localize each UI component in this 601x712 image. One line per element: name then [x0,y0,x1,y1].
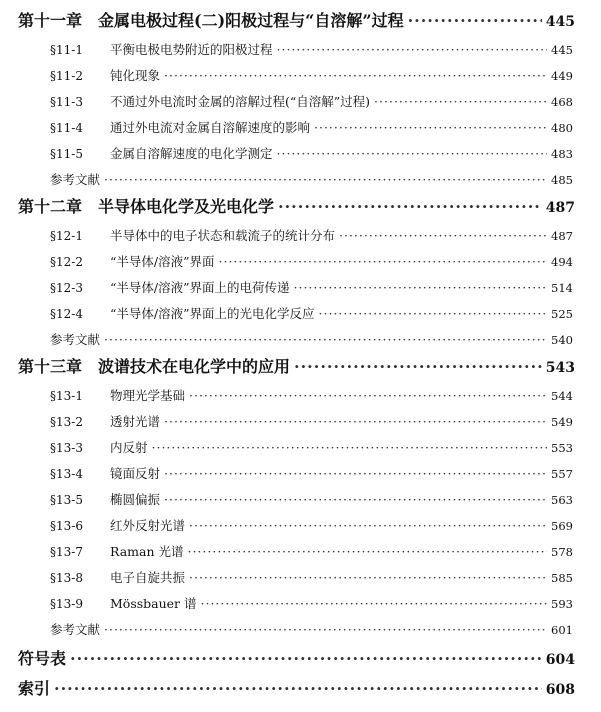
page-number: 540 [551,333,573,347]
toc-section [0,118,601,136]
section-title: 红外反射光谱 [110,518,186,533]
toc-section [0,386,601,404]
toc-section [0,66,601,84]
dot-leader [189,388,547,403]
toc-section [0,40,601,58]
page-number: 578 [551,545,573,559]
toc-chapter-12 [0,194,601,217]
page-number: 544 [551,389,573,403]
chapter-number: 第十三章 [18,357,83,376]
page-number: 480 [551,121,573,135]
dot-leader [104,622,547,637]
page-number: 494 [551,255,573,269]
section-number: §12-1 [50,229,83,243]
section-title: 平衡电极电势附近的阳极过程 [110,42,273,57]
dot-leader [70,649,542,668]
section-number: §12-4 [50,307,83,321]
section-title: “半导体/溶液”界面 [110,254,215,269]
dot-leader [164,492,547,507]
page-number: 445 [545,14,575,30]
section-number: §13-6 [50,519,83,533]
page-number: 487 [551,229,573,243]
page-number: 608 [545,682,575,698]
section-title: 电子自旋共振 [110,570,186,585]
section-number: §12-3 [50,281,83,295]
dot-leader [187,544,547,559]
section-title: 透射光谱 [110,414,161,429]
section-title: 物理光学基础 [110,388,186,403]
section-title: Mössbauer 谱 [110,596,197,611]
page-number: 543 [545,360,575,376]
section-title: 椭圆偏振 [110,492,161,507]
section-number: §11-5 [50,147,83,161]
toc-chapter-11 [0,8,601,31]
section-number: §13-8 [50,571,83,585]
dot-leader [319,306,548,321]
section-title: “半导体/溶液”界面上的光电化学反应 [110,306,315,321]
dot-leader [277,42,548,57]
dot-leader [164,414,547,429]
section-number: §13-3 [50,441,83,455]
toc-chapter-13 [0,354,601,377]
chapter-number: 第十一章 [18,11,83,30]
toc-section [0,144,601,162]
toc-section [0,542,601,560]
dot-leader [277,146,548,161]
dot-leader [294,357,542,376]
page-number: 585 [551,571,573,585]
section-number: §12-2 [50,255,83,269]
dot-leader [374,94,547,109]
chapter-title: 半导体电化学及光电化学 [98,197,275,216]
toc-references [0,620,601,638]
section-number: §13-9 [50,597,83,611]
section-number: §13-1 [50,389,83,403]
section-title: 内反射 [110,440,148,455]
dot-leader [104,332,547,347]
section-title: 不通过外电流时金属的溶解过程(“自溶解”过程) [110,94,371,109]
section-title: 钝化现象 [110,68,161,83]
toc-section [0,252,601,270]
section-number: §11-1 [50,43,83,57]
toc-section [0,438,601,456]
page-number: 569 [551,519,573,533]
toc-index [0,676,601,699]
dot-leader [189,518,547,533]
dot-leader [339,228,547,243]
page-number: 449 [551,69,573,83]
chapter-title: 金属电极过程(二)阳极过程与“自溶解”过程 [98,11,404,30]
page-number: 601 [551,623,573,637]
appendix-title: 符号表 [18,649,67,668]
toc-section [0,464,601,482]
toc-section [0,304,601,322]
dot-leader [219,254,548,269]
section-title: “半导体/溶液”界面上的电荷传递 [110,280,290,295]
dot-leader [54,679,542,698]
section-title: Raman 光谱 [110,544,184,559]
section-number: §13-2 [50,415,83,429]
toc-section [0,226,601,244]
page-number: 557 [551,467,573,481]
dot-leader [314,120,547,135]
page-number: 483 [551,147,573,161]
section-number: §11-3 [50,95,83,109]
dot-leader [278,197,542,216]
dot-leader [164,68,547,83]
dot-leader [189,570,547,585]
chapter-number: 第十二章 [18,197,83,216]
dot-leader [152,440,548,455]
page-number: 549 [551,415,573,429]
toc-section [0,92,601,110]
toc-section [0,412,601,430]
page-number: 563 [551,493,573,507]
page-number: 604 [545,652,575,668]
section-number: §11-2 [50,69,83,83]
toc-references [0,170,601,188]
section-number: §13-5 [50,493,83,507]
toc-section [0,490,601,508]
dot-leader [408,11,542,30]
section-title: 半导体中的电子状态和载流子的统计分布 [110,228,336,243]
toc-section [0,516,601,534]
page-number: 553 [551,441,573,455]
section-number: §13-4 [50,467,83,481]
page-number: 593 [551,597,573,611]
dot-leader [164,466,547,481]
toc-section [0,568,601,586]
references-title: 参考文献 [50,172,101,187]
page-number: 514 [551,281,573,295]
toc-section [0,278,601,296]
toc-section [0,594,601,612]
toc-symbol-table [0,646,601,669]
section-number: §11-4 [50,121,83,135]
section-title: 镜面反射 [110,466,161,481]
page-number: 487 [545,200,575,216]
section-title: 金属自溶解速度的电化学测定 [110,146,273,161]
references-title: 参考文献 [50,332,101,347]
section-number: §13-7 [50,545,83,559]
dot-leader [294,280,548,295]
appendix-title: 索引 [18,679,51,698]
references-title: 参考文献 [50,622,101,637]
page-number: 485 [551,173,573,187]
dot-leader [201,596,548,611]
dot-leader [104,172,547,187]
chapter-title: 波谱技术在电化学中的应用 [98,357,291,376]
page-number: 525 [551,307,573,321]
toc-references [0,330,601,348]
page-number: 445 [551,43,573,57]
section-title: 通过外电流对金属自溶解速度的影响 [110,120,311,135]
page-number: 468 [551,95,573,109]
